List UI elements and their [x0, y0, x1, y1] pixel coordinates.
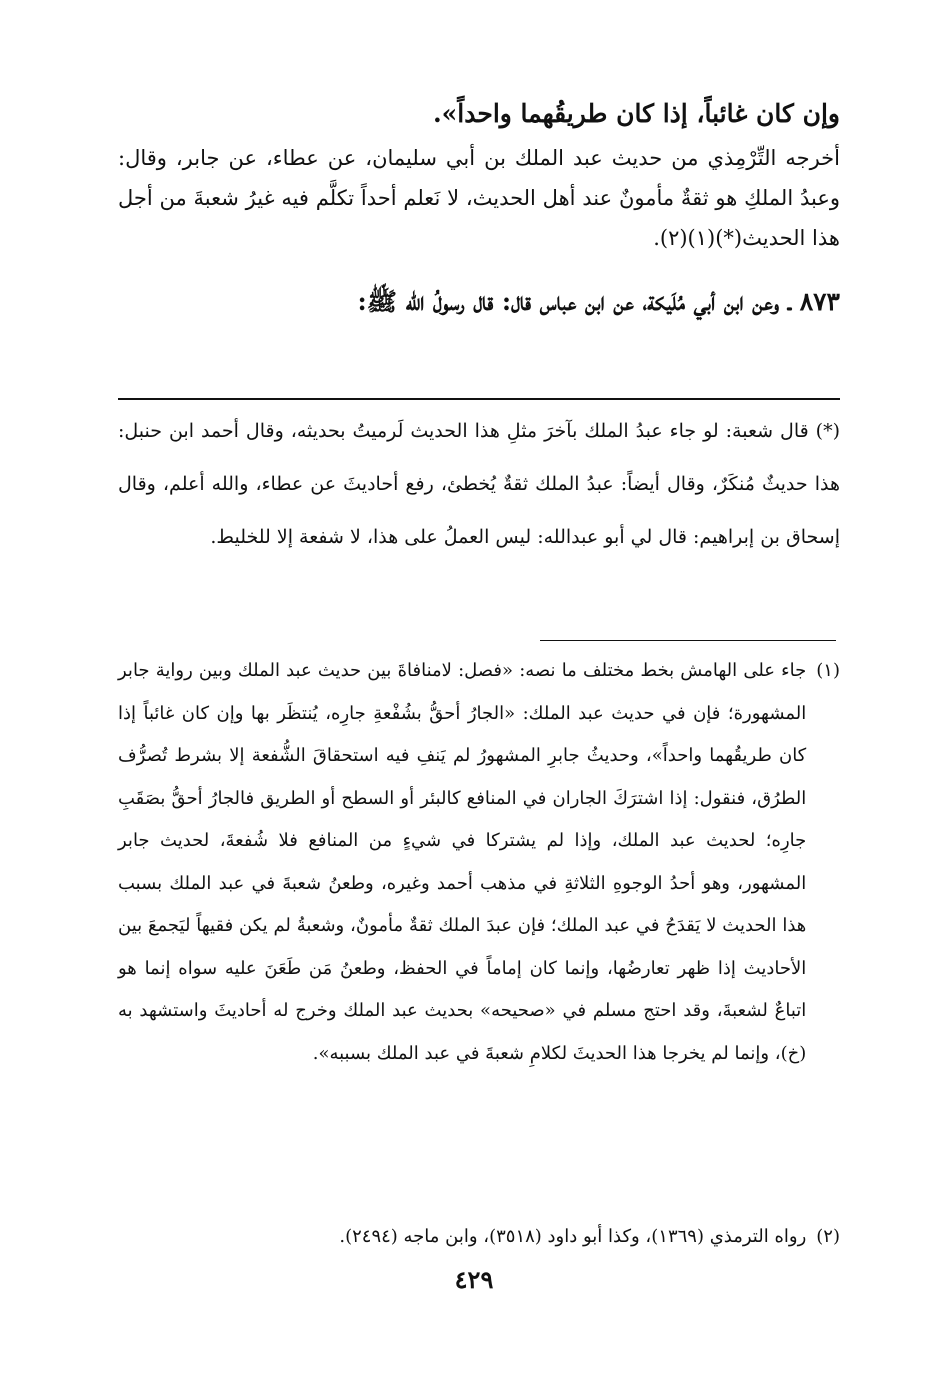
lead-line: وإن كان غائباً، إذا كان طريقُهما واحداً». [432, 99, 840, 128]
footnote-text: جاء على الهامش بخط مختلف ما نصه: «فصل: لامنافاةَ بين حديث عبد الملك وبين رواية جابر المشهورة؛ فإن في حديث عبد الملك: «الجارُ أحقُّ بشُفْعةِ جارِه، يُنتظَر بها وإن كان غائباً إذا كان طريقُهما واحداً»، وحديثُ جابرِ المشهورُ لم يَنفِ فيه استحقاقَ الشُّفعة إلا بشرط تُصرُّف الطرُق، فنقول: إذا اشترَكَ الجاران في المنافع كالبئر أو السطح أو الطريق فالجارُ أحقُّ بصَقَبِ جارِه؛ لحديث عبد الملك، وإذا لم يشتركا في شيءٍ من المنافع فلا شُفعةَ، لحديث جابر المشهور، وهو أحدُ الوجوهِ الثلاثةِ في مذهب أحمد وغيره، وطعنُ شعبةَ في عبد الملك بسبب هذا الحديث لا يَقدَحُ في عبد الملك؛ فإن عبدَ الملك ثقةٌ مأمونٌ، وشعبةُ لم يكن فقيهاً ليَجمعَ بين الأحاديث إذا ظهر تعارضُها، وإنما كان إماماً في الحفظ، وطعنُ مَن طَعَنَ عليه سواه إنما هو اتباعٌ لشعبةَ، وقد احتج مسلم في «صحيحه» بحديث عبد الملك وخرج له أحاديثَ واستشهد به (خ)، وإنما لم يخرجا هذا الحديثَ لكلامِ شعبةَ في عبد الملك بسببه». [118, 660, 807, 1064]
footnote-2 [118, 1216, 840, 1259]
footnote-separator [540, 640, 836, 641]
hadith-873: ٨٧٣ ـ وعن ابن أبي مُلَيكة، عن ابن عباس قال: قال رسولُ الله ﷺ: [357, 287, 840, 316]
page-number: ٤٢٩ [454, 1265, 494, 1294]
footnote-number: (١) [816, 660, 840, 681]
main-text [118, 90, 840, 326]
margin-note-star: (*) قال شعبة: لو جاء عبدُ الملك بآخرَ مثلِ هذا الحديث لَرميتُ بحديثه، وقال أحمد ابن حنبل: هذا حديثٌ مُنكَرٌ، وقال أيضاً: عبدُ الملك ثقةٌ يُخطئ، رفع أحاديثَ عن عطاء، والله أعلم، وقال إسحاق بن إبراهيم: قال لي أبو عبدالله: ليس العملُ على هذا، لا شفعة إلا للخليط. [118, 420, 840, 548]
footnote-number: (٢) [816, 1226, 840, 1247]
footnote-text: رواه الترمذي (١٣٦٩)، وكذا أبو داود (٣٥١٨)، وابن ماجه (٢٤٩٤). [339, 1226, 807, 1247]
separator-line [118, 398, 840, 400]
footnote-1 [118, 650, 840, 1075]
takhrij-paragraph: أخرجه التِّرْمِذي من حديث عبد الملك بن أبي سليمان، عن عطاء، عن جابر، وقال: وعبدُ الملكِ هو ثقةٌ مأمونٌ عند أهل الحديث، لا نَعلم أحداً تكلَّم فيه غيرُ شعبةَ من أجل هذا الحديث(*)(١)(٢). [118, 146, 840, 250]
